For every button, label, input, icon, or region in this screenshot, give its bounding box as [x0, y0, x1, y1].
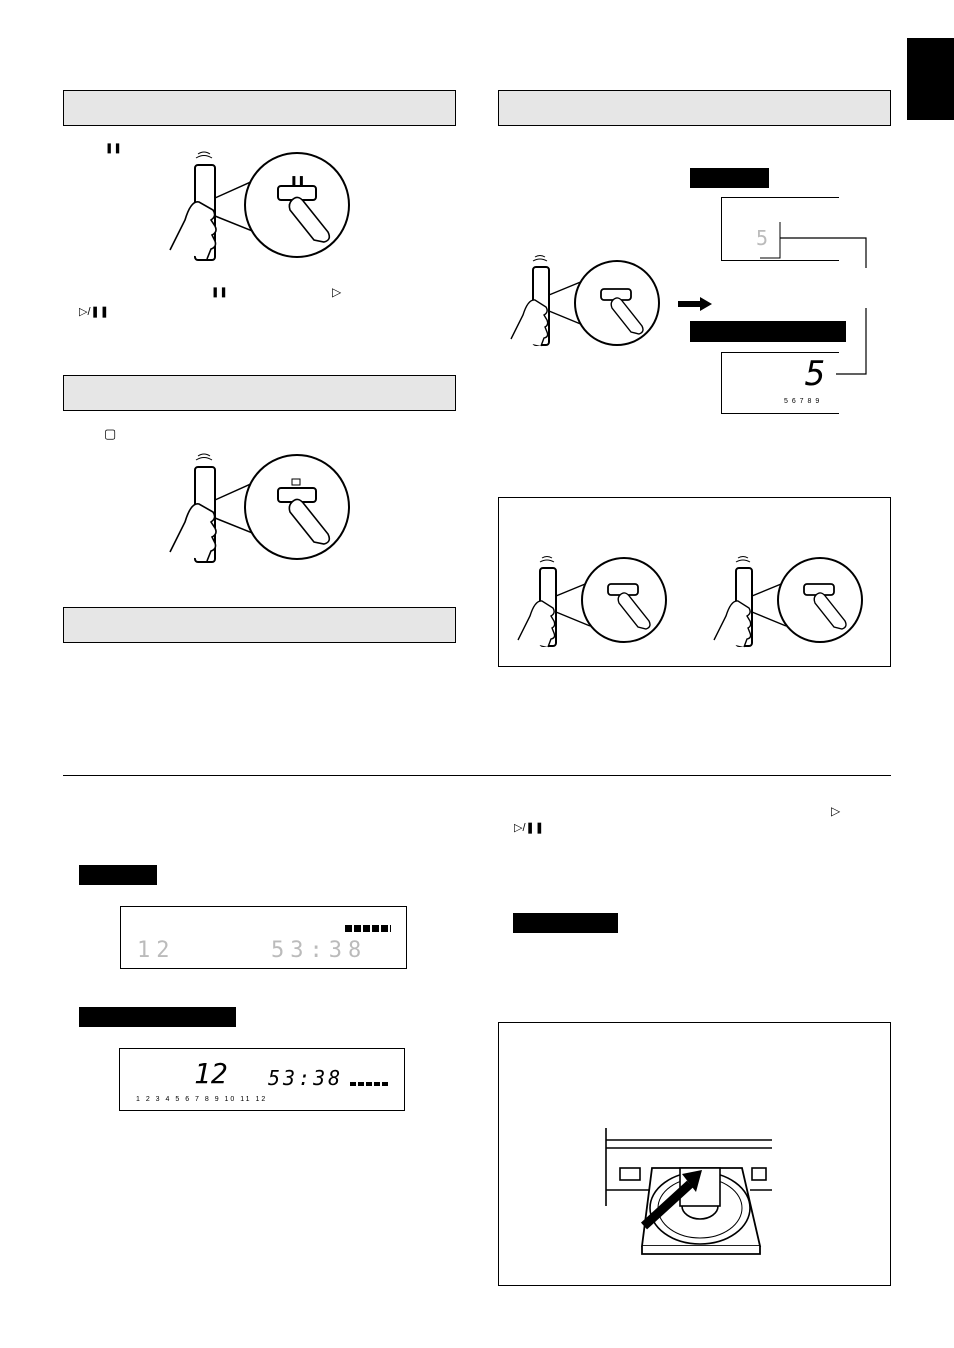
play-pause-symbol-icon: ▷/❚❚	[79, 306, 109, 318]
display-track-numbers: 5 6 7 8 9	[784, 398, 821, 405]
lit-track-numbers: 1 2 3 4 5 6 7 8 9 10 11 12	[136, 1096, 268, 1103]
svg-text:❚❚: ❚❚	[290, 176, 306, 186]
display2-top-line	[721, 352, 839, 353]
status-display-dim	[120, 906, 407, 969]
third-section-header	[63, 607, 456, 643]
section-divider	[63, 775, 891, 776]
remote-left-illustration	[512, 556, 672, 651]
dim-track-number: 12	[137, 938, 176, 963]
play-pause-symbol-icon-2: ▷/❚❚	[514, 822, 544, 834]
status-display-lit	[119, 1048, 405, 1111]
remote-right-illustration	[708, 556, 868, 651]
label-bar-1	[690, 168, 769, 188]
stop-section-header	[63, 375, 456, 411]
pause-symbol-icon: ❚❚	[105, 143, 122, 154]
display2-left-line	[721, 352, 722, 414]
remote-pause-illustration	[160, 150, 360, 265]
play-symbol-inline-icon: ▷	[332, 285, 342, 299]
label-bar-5	[513, 913, 618, 933]
display2-bottom-line	[721, 413, 839, 414]
pause-symbol-inline-icon: ❚❚	[211, 287, 228, 298]
level-meter	[345, 925, 391, 932]
dim-time: 53:38	[271, 938, 368, 963]
display-lit-digit: 5	[805, 354, 826, 394]
stop-symbol-icon: ▢	[104, 426, 117, 441]
display-top-line	[721, 197, 839, 198]
play-symbol-icon-2: ▷	[831, 804, 841, 818]
disc-tray-illustration	[600, 1128, 780, 1274]
display-left-line	[721, 197, 722, 261]
label-bar-4	[79, 1007, 236, 1027]
lit-track-number: 12	[194, 1057, 228, 1090]
language-tab	[907, 38, 954, 120]
remote-display-illustration	[505, 255, 665, 350]
remote-stop-illustration	[160, 452, 360, 567]
pause-section-header	[63, 90, 456, 126]
label-bar-3	[79, 865, 157, 885]
arrow-right-icon	[678, 297, 712, 311]
lit-level-meter	[350, 1082, 388, 1086]
display-section-header	[498, 90, 891, 126]
lit-time: 53:38	[268, 1066, 344, 1090]
display-dim-digit: 5	[756, 226, 775, 250]
